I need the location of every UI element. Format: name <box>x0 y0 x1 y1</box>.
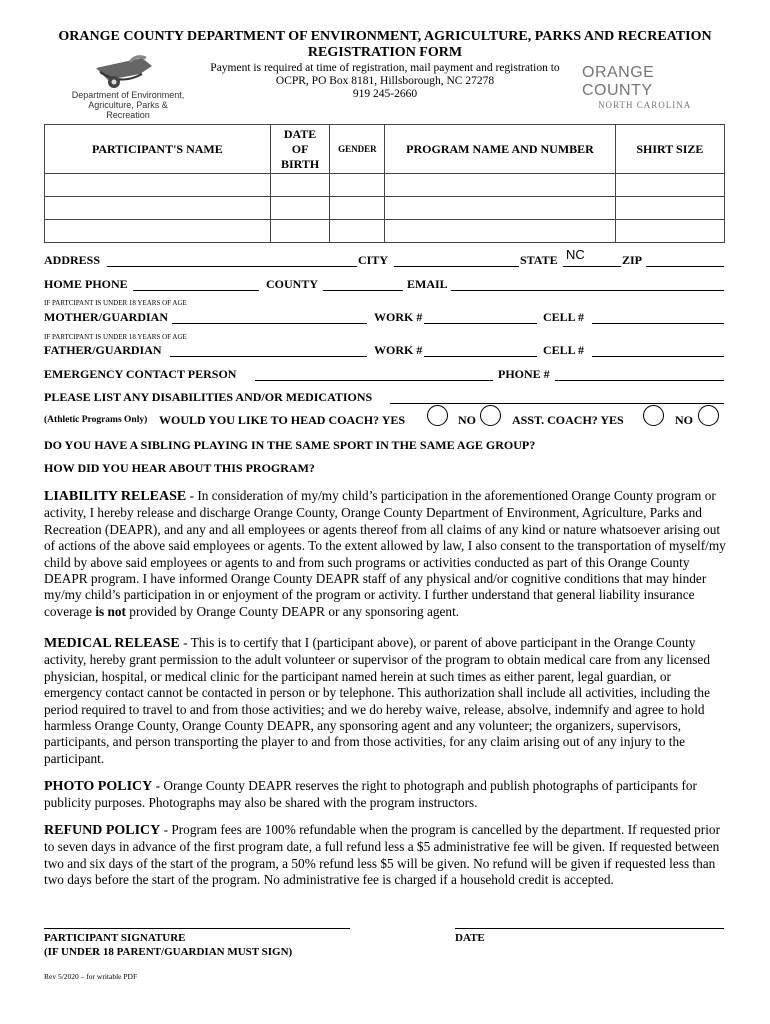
liability-emphasis: is not <box>95 603 126 619</box>
address-label: ADDRESS <box>44 253 101 267</box>
home-phone-field[interactable] <box>133 290 259 291</box>
head-coach-yes-radio[interactable] <box>427 405 448 426</box>
program-cell[interactable] <box>385 197 615 220</box>
revision-note: Rev 5/2020 – for writable PDF <box>44 972 138 981</box>
email-label: EMAIL <box>407 277 448 291</box>
head-coach-no-label: NO <box>458 413 476 427</box>
address-field[interactable] <box>107 266 357 267</box>
city-label: CITY <box>358 253 389 267</box>
refund-policy <box>44 822 728 889</box>
shirt-size-cell[interactable] <box>615 220 724 243</box>
table-row <box>45 197 725 220</box>
state-label: STATE <box>520 253 558 267</box>
parent-sign-note: (IF UNDER 18 PARENT/GUARDIAN MUST SIGN) <box>44 946 293 958</box>
refund-text: - Program fees are 100% refundable when the program is cancelled by the department. If requested prior to seven days in advance of the first program date, a full refund less a $5 administrative fee will be given. If requested between two and six days of the start of the program, a 50% refund less $5 will be given. No refund will be given if requested less than two days before the start of the program. No administrative fee is charged if a household credit is accepted. <box>44 822 721 888</box>
medical-title: MEDICAL RELEASE <box>44 636 180 651</box>
dob-cell[interactable] <box>270 197 330 220</box>
payment-info: Payment is required at time of registration, mail payment and registration to <box>210 62 560 74</box>
mailing-address: OCPR, PO Box 8181, Hillsborough, NC 27278 <box>275 75 495 87</box>
liability-text: - In consideration of my/my child’s participation in the aforementioned Orange County program or activity, I hereby release and discharge Orange County, Orange County Department of Environment, Agriculture, Parks and Recreation (DEAPR), and any and all employees or agents thereof from all claims of any kind or nature whatsoever arising out of actions of the above said employees or agents. To the extent allowed by law, I also consent to the transportation of myself/my child by above said employees or agents to and from such programs or activities conducted as part of this Orange County DEAPR program. I have informed Orange County DEAPR staff of any physical and/or cognitive conditions that may hinder my/my child’s participation in or enjoyment of the program or activity. I further understand that general liability insurance coverage <box>44 488 726 619</box>
asst-coach-label: ASST. COACH? YES <box>512 413 624 427</box>
emergency-phone-label: PHONE # <box>498 367 550 381</box>
asst-coach-yes-radio[interactable] <box>643 405 664 426</box>
dob-cell[interactable] <box>270 174 330 197</box>
liability-title: LIABILITY RELEASE <box>44 489 187 504</box>
gender-cell[interactable] <box>330 174 385 197</box>
participant-name-cell[interactable] <box>45 220 271 243</box>
deapr-logo <box>68 52 188 120</box>
gender-cell[interactable] <box>330 197 385 220</box>
participant-signature-field[interactable] <box>44 928 350 929</box>
asst-coach-no-label: NO <box>675 413 693 427</box>
participant-name-cell[interactable] <box>45 174 271 197</box>
photo-title: PHOTO POLICY <box>44 779 153 794</box>
photo-policy <box>44 778 728 812</box>
form-title: ORANGE COUNTY DEPARTMENT OF ENVIRONMENT, AGRICULTURE, PARKS AND RECREATION <box>58 29 712 44</box>
header-gender: GENDER <box>330 125 385 174</box>
head-coach-label: WOULD YOU LIKE TO HEAD COACH? YES <box>159 413 406 427</box>
mother-work-field[interactable] <box>424 323 537 324</box>
hear-question: HOW DID YOU HEAR ABOUT THIS PROGRAM? <box>44 461 315 475</box>
header-program: PROGRAM NAME AND NUMBER <box>385 125 615 174</box>
emergency-field[interactable] <box>255 380 493 381</box>
refund-title: REFUND POLICY <box>44 823 161 838</box>
father-work-field[interactable] <box>424 356 537 357</box>
medical-text: - This is to certify that I (participant above), or parent of above participant in the Orange County activity, hereby grant permission to the adult volunteer or supervisor of the program to obtain medical care from any licensed physician, hospital, or medical clinic for the participant named herein at such times as either parent, legal guardian, or emergency contact cannot be contacted in person or by telephone. This authorization shall include all activities, including the period required to travel to and from those activities; and we do hereby waive, release, absolve, indemnify and agree to hold harmless Orange County, Orange County DEAPR, any sponsoring agent and any volunteer; the organizers, supervisors, participants, and person transporting the player to and from those activities, for any claim arising out of any injury to the participant. <box>44 635 710 766</box>
mother-cell-field[interactable] <box>592 323 724 324</box>
logo-state-name: NORTH CAROLINA <box>598 100 692 110</box>
header-shirt-size: SHIRT SIZE <box>615 125 724 174</box>
emergency-label: EMERGENCY CONTACT PERSON <box>44 367 237 381</box>
under18-note: IF PARTCIPANT IS UNDER 18 YEARS OF AGE <box>44 333 187 341</box>
header-date-of-birth <box>270 125 330 174</box>
participant-name-cell[interactable] <box>45 197 271 220</box>
under18-note: IF PARTCIPANT IS UNDER 18 YEARS OF AGE <box>44 299 187 307</box>
orange-county-logo <box>582 64 712 110</box>
header-participant-name: PARTICIPANT'S NAME <box>45 125 271 174</box>
zip-field[interactable] <box>646 266 724 267</box>
date-label: DATE <box>455 932 485 944</box>
county-label: COUNTY <box>266 277 319 291</box>
sibling-question: DO YOU HAVE A SIBLING PLAYING IN THE SAME SPORT IN THE SAME AGE GROUP? <box>44 438 536 452</box>
father-cell-label: CELL # <box>543 343 585 357</box>
mother-field[interactable] <box>172 323 367 324</box>
wheelbarrow-icon <box>90 52 160 90</box>
table-row <box>45 220 725 243</box>
logo-text-line1: Department of Environment, <box>71 90 185 100</box>
dob-cell[interactable] <box>270 220 330 243</box>
liability-release <box>44 488 728 620</box>
father-work-label: WORK # <box>374 343 423 357</box>
emergency-phone-field[interactable] <box>555 380 724 381</box>
logo-county-name: ORANGE COUNTY <box>582 64 655 99</box>
mother-work-label: WORK # <box>374 310 423 324</box>
participant-table <box>44 124 725 243</box>
state-field[interactable] <box>563 266 621 267</box>
shirt-size-cell[interactable] <box>615 174 724 197</box>
participant-signature-label: PARTICIPANT SIGNATURE <box>44 932 186 944</box>
father-label: FATHER/GUARDIAN <box>44 343 162 357</box>
state-value[interactable]: NC <box>566 247 585 262</box>
date-field[interactable] <box>455 928 724 929</box>
disabilities-label: PLEASE LIST ANY DISABILITIES AND/OR MEDICATIONS <box>44 390 373 404</box>
gender-cell[interactable] <box>330 220 385 243</box>
zip-label: ZIP <box>622 253 643 267</box>
program-cell[interactable] <box>385 220 615 243</box>
mother-cell-label: CELL # <box>543 310 585 324</box>
email-field[interactable] <box>451 290 724 291</box>
table-row <box>45 174 725 197</box>
program-cell[interactable] <box>385 174 615 197</box>
father-field[interactable] <box>170 356 367 357</box>
mother-label: MOTHER/GUARDIAN <box>44 310 169 324</box>
dob-line2: OF <box>291 141 309 156</box>
logo-text-line2: Agriculture, Parks & Recreation <box>88 100 168 120</box>
father-cell-field[interactable] <box>592 356 724 357</box>
dob-line1: DATE <box>283 126 317 141</box>
sibling-field[interactable] <box>572 451 724 452</box>
phone-number: 919 245-2660 <box>352 88 418 100</box>
asst-coach-no-radio[interactable] <box>698 405 719 426</box>
shirt-size-cell[interactable] <box>615 197 724 220</box>
dob-line3: BIRTH <box>280 156 320 171</box>
liability-end: provided by Orange County DEAPR or any sponsoring agent. <box>125 603 460 619</box>
home-phone-label: HOME PHONE <box>44 277 128 291</box>
disabilities-field[interactable] <box>390 403 724 404</box>
county-field[interactable] <box>323 290 403 291</box>
form-subtitle: REGISTRATION FORM <box>307 45 463 60</box>
athletic-note: (Athletic Programs Only) <box>44 415 148 425</box>
photo-text: - Orange County DEAPR reserves the right to photograph and publish photographs of participants for publicity purposes. Photographs may also be shared with the program instructors. <box>44 778 697 811</box>
medical-release <box>44 635 728 767</box>
city-field[interactable] <box>394 266 519 267</box>
head-coach-no-radio[interactable] <box>480 405 501 426</box>
